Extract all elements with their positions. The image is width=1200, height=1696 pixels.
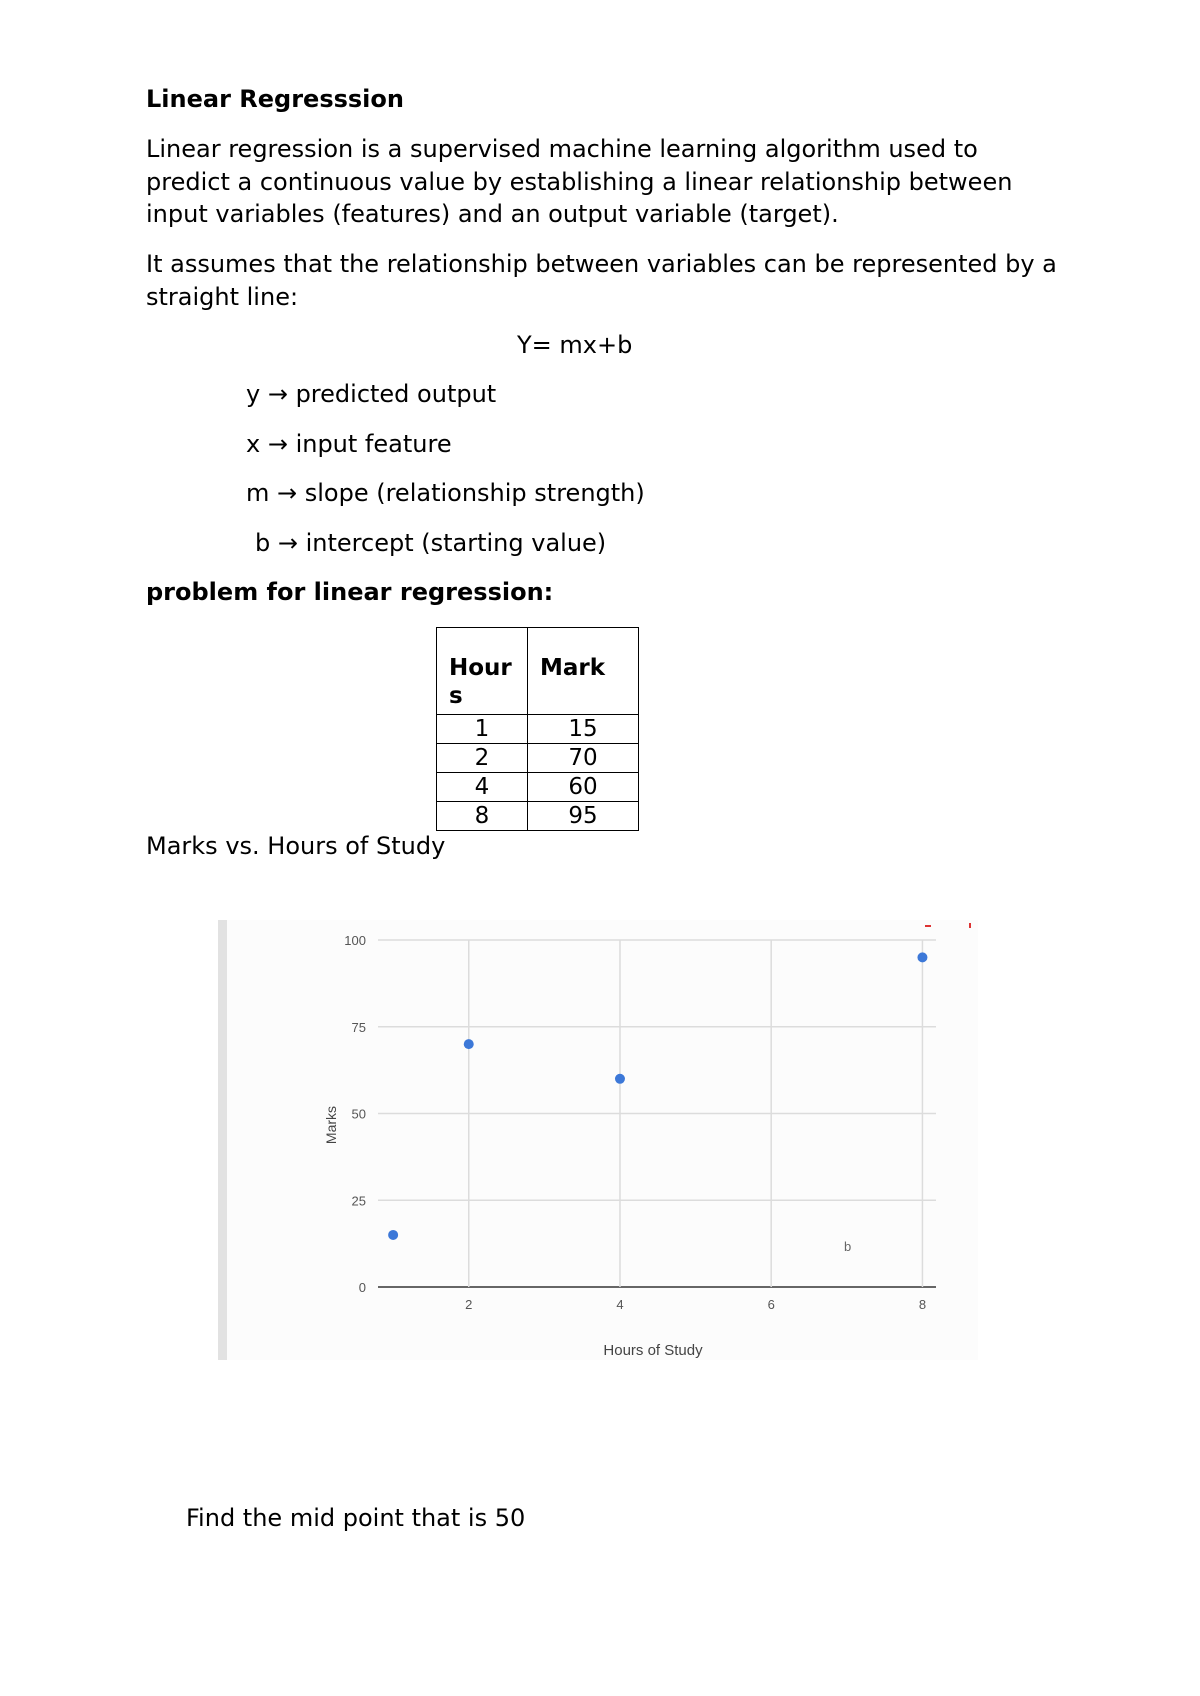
- chart-left-edge: [218, 920, 227, 1360]
- table-cell: 4: [437, 773, 528, 802]
- y-tick-label: 50: [351, 1106, 366, 1122]
- data-point: [615, 1074, 625, 1084]
- table-cell: 2: [437, 744, 528, 773]
- table-header-row: [437, 628, 639, 715]
- y-tick-label: 100: [344, 933, 366, 948]
- table-cell: 8: [437, 802, 528, 831]
- y-tick-label: 75: [351, 1019, 366, 1035]
- table-cell: 70: [528, 744, 639, 773]
- formula: Y= mx+b: [517, 331, 633, 359]
- chart-caption: Marks vs. Hours of Study: [146, 832, 446, 860]
- chart-svg: [218, 920, 978, 1360]
- table-cell: 15: [528, 715, 639, 744]
- table-cell: 60: [528, 773, 639, 802]
- x-tick-label: 6: [767, 1297, 775, 1312]
- footer-question: Find the mid point that is 50: [186, 1504, 526, 1532]
- table-cell: 95: [528, 802, 639, 831]
- chart-red-mark: [925, 925, 931, 927]
- definition-x: x → input feature: [246, 430, 452, 458]
- x-tick-label: 8: [918, 1297, 927, 1312]
- table-header-mark: Mark: [528, 628, 639, 715]
- table-row: [437, 715, 639, 744]
- table-row: [437, 773, 639, 802]
- table-row: [437, 802, 639, 831]
- definition-m: m → slope (relationship strength): [246, 479, 645, 507]
- table-row: [437, 744, 639, 773]
- definition-y: y → predicted output: [246, 380, 497, 408]
- y-tick-label: 0: [358, 1280, 366, 1295]
- scatter-chart: [218, 920, 978, 1360]
- intro-paragraph: Linear regression is a supervised machine learning algorithm used to predict a continuous value by establishing a linear relationship between input variables (features) and an output variable (target).: [146, 135, 1013, 228]
- y-tick-label: 25: [351, 1193, 366, 1209]
- x-tick-label: 4: [616, 1297, 624, 1312]
- data-table: [436, 627, 639, 831]
- table-cell: 1: [437, 715, 528, 744]
- data-point: [464, 1039, 474, 1049]
- y-axis-label: Marks: [323, 1105, 339, 1145]
- page-title: Linear Regresssion: [146, 85, 404, 113]
- assumption-paragraph: It assumes that the relationship between variables can be represented by a straight line:: [146, 250, 1057, 311]
- data-point: [917, 952, 927, 962]
- problem-heading: problem for linear regression:: [146, 578, 554, 606]
- chart-annotation-b: b: [844, 1239, 852, 1254]
- data-point: [388, 1230, 398, 1240]
- x-axis-label: Hours of Study: [603, 1342, 703, 1359]
- table-header-hours: Hours: [437, 628, 528, 715]
- definition-b: b → intercept (starting value): [255, 529, 607, 557]
- chart-red-mark: [969, 923, 971, 928]
- x-tick-label: 2: [465, 1297, 473, 1312]
